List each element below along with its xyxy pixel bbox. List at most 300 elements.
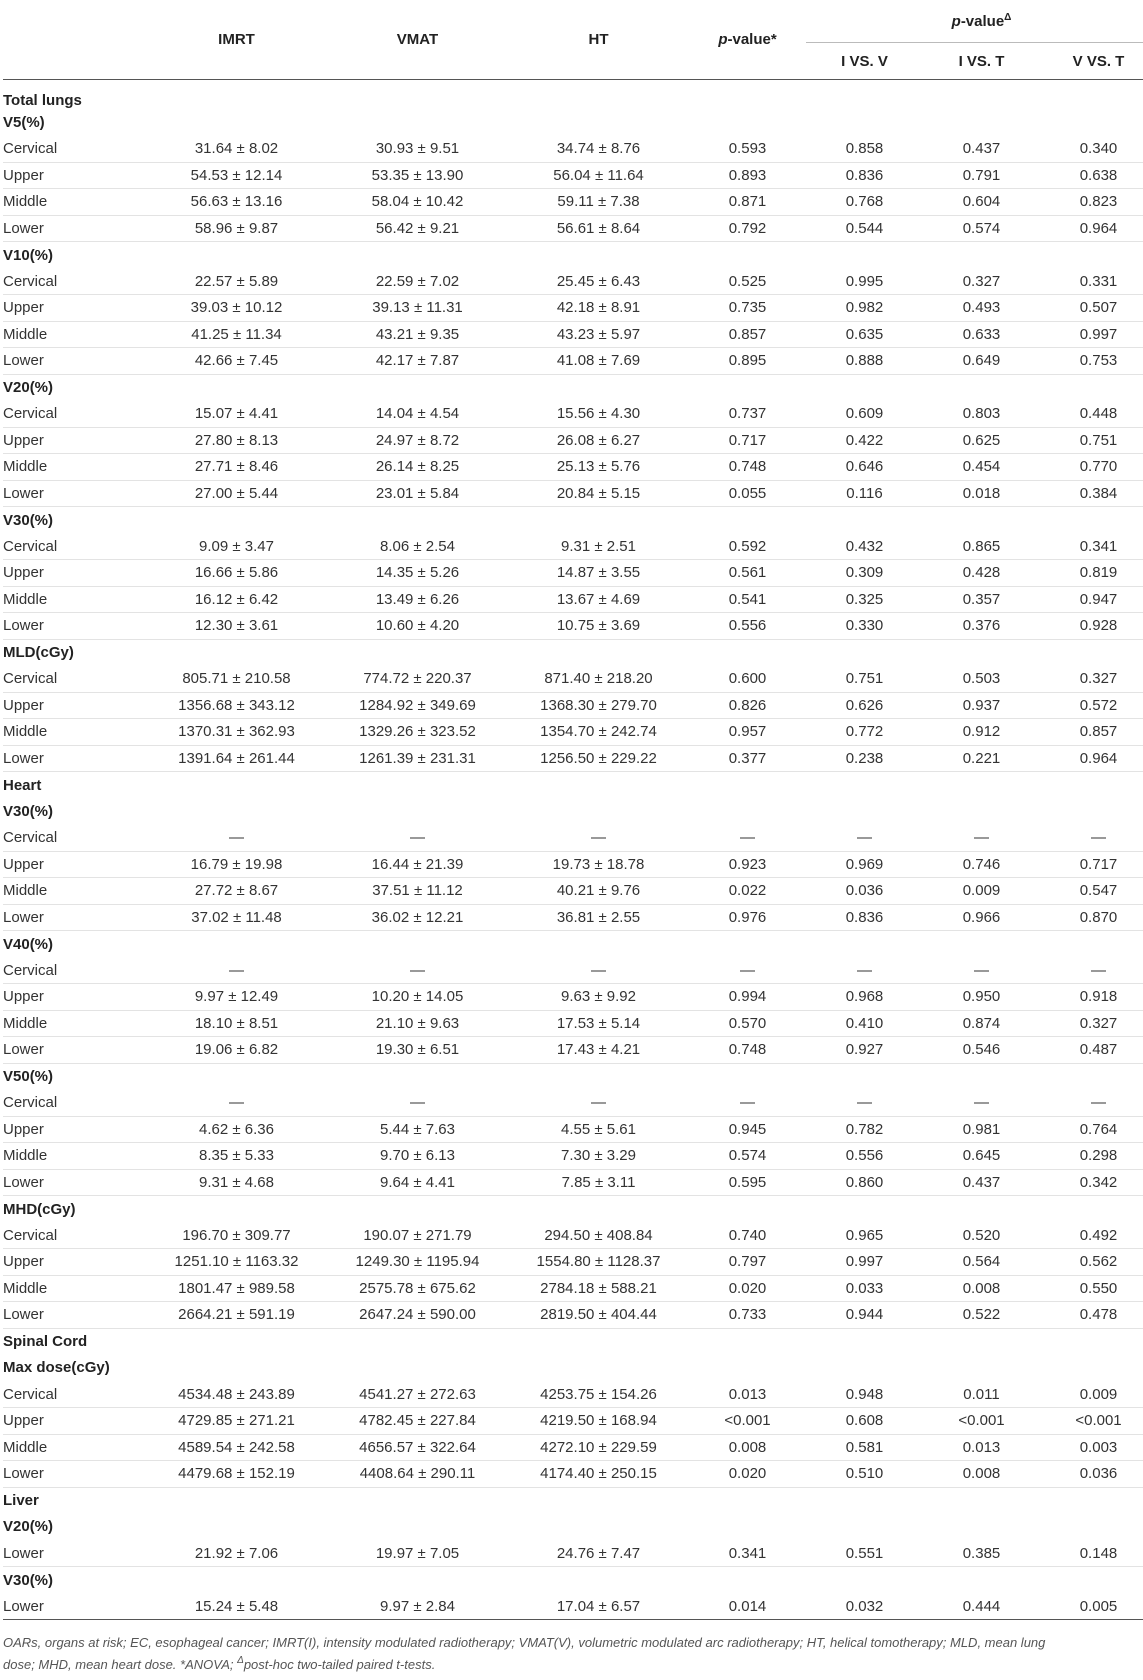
cell-v-vs-t xyxy=(1040,109,1143,136)
cell-ht: 9.63 ± 9.92 xyxy=(508,984,689,1011)
cell-vmat: 5.44 ± 7.63 xyxy=(327,1116,508,1143)
table-row xyxy=(3,719,1143,746)
cell-imrt: 18.10 ± 8.51 xyxy=(146,1010,327,1037)
cell-imrt: 22.57 ± 5.89 xyxy=(146,268,327,295)
cell-ht: 4.55 ± 5.61 xyxy=(508,1116,689,1143)
cell-pvalue-anova: 0.748 xyxy=(689,454,806,481)
cell-imrt: — xyxy=(146,957,327,984)
table-row xyxy=(3,136,1143,163)
cell-v-vs-t: 0.947 xyxy=(1040,586,1143,613)
cell-ht: 4174.40 ± 250.15 xyxy=(508,1461,689,1488)
cell-pvalue-anova: 0.341 xyxy=(689,1540,806,1567)
table-row xyxy=(3,878,1143,905)
cell-i-vs-v: 0.982 xyxy=(806,295,923,322)
row-label: Lower xyxy=(3,480,146,507)
cell-imrt: 1391.64 ± 261.44 xyxy=(146,745,327,772)
cell-i-vs-v xyxy=(806,772,923,799)
cell-i-vs-v: 0.836 xyxy=(806,904,923,931)
cell-v-vs-t: 0.964 xyxy=(1040,745,1143,772)
table-row xyxy=(3,295,1143,322)
cell-vmat: 53.35 ± 13.90 xyxy=(327,162,508,189)
cell-i-vs-v: 0.551 xyxy=(806,1540,923,1567)
cell-i-vs-t xyxy=(923,109,1040,136)
table-row xyxy=(3,666,1143,693)
cell-imrt: 2664.21 ± 591.19 xyxy=(146,1302,327,1329)
cell-i-vs-t xyxy=(923,1328,1040,1355)
cell-pvalue-anova: <0.001 xyxy=(689,1408,806,1435)
cell-v-vs-t: 0.005 xyxy=(1040,1593,1143,1620)
header-pvalue-anova xyxy=(689,0,806,80)
cell-i-vs-t: 0.937 xyxy=(923,692,1040,719)
header-posthoc-suffix: -value xyxy=(960,13,1005,30)
cell-i-vs-v xyxy=(806,242,923,269)
cell-vmat xyxy=(327,80,508,110)
metric-row xyxy=(3,242,1143,269)
row-label: Cervical xyxy=(3,1222,146,1249)
cell-vmat: 19.97 ± 7.05 xyxy=(327,1540,508,1567)
cell-i-vs-v xyxy=(806,1196,923,1223)
table-row xyxy=(3,215,1143,242)
row-label: Middle xyxy=(3,586,146,613)
cell-pvalue-anova: 0.561 xyxy=(689,560,806,587)
cell-v-vs-t: 0.340 xyxy=(1040,136,1143,163)
cell-v-vs-t: 0.717 xyxy=(1040,851,1143,878)
cell-vmat: 30.93 ± 9.51 xyxy=(327,136,508,163)
cell-pvalue-anova: 0.013 xyxy=(689,1381,806,1408)
cell-ht: 13.67 ± 4.69 xyxy=(508,586,689,613)
row-label: Cervical xyxy=(3,1381,146,1408)
cell-v-vs-t: 0.148 xyxy=(1040,1540,1143,1567)
table-row xyxy=(3,1540,1143,1567)
cell-pvalue-anova: 0.740 xyxy=(689,1222,806,1249)
cell-i-vs-t: 0.950 xyxy=(923,984,1040,1011)
cell-vmat: 43.21 ± 9.35 xyxy=(327,321,508,348)
table-row xyxy=(3,1169,1143,1196)
cell-i-vs-v: 0.609 xyxy=(806,401,923,428)
cell-ht: 14.87 ± 3.55 xyxy=(508,560,689,587)
cell-v-vs-t xyxy=(1040,1196,1143,1223)
dose-comparison-table xyxy=(3,0,1143,1620)
cell-imrt xyxy=(146,772,327,799)
cell-i-vs-t xyxy=(923,1355,1040,1382)
cell-pvalue-anova: 0.020 xyxy=(689,1275,806,1302)
cell-i-vs-t: 0.013 xyxy=(923,1434,1040,1461)
cell-pvalue-anova: 0.022 xyxy=(689,878,806,905)
cell-ht: 4219.50 ± 168.94 xyxy=(508,1408,689,1435)
cell-imrt: 1801.47 ± 989.58 xyxy=(146,1275,327,1302)
metric-row xyxy=(3,798,1143,825)
row-label: Upper xyxy=(3,692,146,719)
cell-i-vs-t: — xyxy=(923,1090,1040,1117)
cell-i-vs-t: 0.493 xyxy=(923,295,1040,322)
cell-pvalue-anova: 0.008 xyxy=(689,1434,806,1461)
row-label: Middle xyxy=(3,1434,146,1461)
cell-i-vs-t: 0.981 xyxy=(923,1116,1040,1143)
section-label: Total lungs xyxy=(3,92,82,109)
cell-ht: 4272.10 ± 229.59 xyxy=(508,1434,689,1461)
cell-v-vs-t: 0.342 xyxy=(1040,1169,1143,1196)
cell-ht xyxy=(508,507,689,534)
metric-label: V5(%) xyxy=(3,113,45,131)
cell-pvalue-anova: 0.893 xyxy=(689,162,806,189)
cell-i-vs-v: 0.422 xyxy=(806,427,923,454)
cell-i-vs-t: 0.912 xyxy=(923,719,1040,746)
cell-i-vs-v: 0.330 xyxy=(806,613,923,640)
cell-i-vs-v: 0.309 xyxy=(806,560,923,587)
metric-row xyxy=(3,507,1143,534)
table-row xyxy=(3,1143,1143,1170)
metric-label: V20(%) xyxy=(3,1518,54,1536)
cell-imrt: 4.62 ± 6.36 xyxy=(146,1116,327,1143)
cell-pvalue-anova xyxy=(689,507,806,534)
cell-pvalue-anova: 0.556 xyxy=(689,613,806,640)
header-posthoc-delta: Δ xyxy=(1004,12,1012,23)
cell-i-vs-t: 0.520 xyxy=(923,1222,1040,1249)
cell-v-vs-t: 0.997 xyxy=(1040,321,1143,348)
cell-ht: 24.76 ± 7.47 xyxy=(508,1540,689,1567)
footnote-line-1: OARs, organs at risk; EC, esophageal cancer; IMRT(I), intensity modulated radiotherapy; VMAT(V), volumetric modulated arc radiotherapy; HT, helical tomotherapy; MLD, mean lung xyxy=(3,1635,1046,1650)
cell-v-vs-t: 0.341 xyxy=(1040,533,1143,560)
cell-i-vs-t: 0.221 xyxy=(923,745,1040,772)
cell-imrt: 805.71 ± 210.58 xyxy=(146,666,327,693)
cell-vmat: 8.06 ± 2.54 xyxy=(327,533,508,560)
cell-i-vs-t: 0.574 xyxy=(923,215,1040,242)
cell-v-vs-t: 0.638 xyxy=(1040,162,1143,189)
cell-ht: 25.13 ± 5.76 xyxy=(508,454,689,481)
table-row xyxy=(3,586,1143,613)
cell-ht: 56.04 ± 11.64 xyxy=(508,162,689,189)
cell-i-vs-v: 0.888 xyxy=(806,348,923,375)
section-row xyxy=(3,1487,1143,1514)
cell-imrt: 4534.48 ± 243.89 xyxy=(146,1381,327,1408)
table-row xyxy=(3,1275,1143,1302)
cell-imrt: 9.09 ± 3.47 xyxy=(146,533,327,560)
cell-pvalue-anova xyxy=(689,798,806,825)
cell-pvalue-anova: — xyxy=(689,957,806,984)
table-row xyxy=(3,162,1143,189)
cell-imrt: 4479.68 ± 152.19 xyxy=(146,1461,327,1488)
row-label: Upper xyxy=(3,1249,146,1276)
cell-i-vs-v xyxy=(806,1355,923,1382)
cell-i-vs-v xyxy=(806,1487,923,1514)
cell-pvalue-anova: 0.792 xyxy=(689,215,806,242)
cell-i-vs-v: 0.544 xyxy=(806,215,923,242)
cell-ht: 17.04 ± 6.57 xyxy=(508,1593,689,1620)
section-label: Heart xyxy=(3,776,42,794)
table-row xyxy=(3,984,1143,1011)
cell-ht: — xyxy=(508,957,689,984)
cell-ht: 20.84 ± 5.15 xyxy=(508,480,689,507)
cell-imrt xyxy=(146,1063,327,1090)
cell-ht: 42.18 ± 8.91 xyxy=(508,295,689,322)
cell-v-vs-t xyxy=(1040,931,1143,958)
cell-v-vs-t: 0.036 xyxy=(1040,1461,1143,1488)
cell-v-vs-t: 0.550 xyxy=(1040,1275,1143,1302)
row-label: Upper xyxy=(3,427,146,454)
metric-label: V50(%) xyxy=(3,1068,54,1085)
cell-v-vs-t: 0.448 xyxy=(1040,401,1143,428)
cell-vmat: 1261.39 ± 231.31 xyxy=(327,745,508,772)
header-posthoc-p: p xyxy=(951,13,961,30)
cell-vmat xyxy=(327,772,508,799)
cell-i-vs-v: 0.858 xyxy=(806,136,923,163)
cell-i-vs-t: 0.437 xyxy=(923,1169,1040,1196)
row-label: Cervical xyxy=(3,1090,146,1117)
row-label: Middle xyxy=(3,719,146,746)
cell-i-vs-t: 0.746 xyxy=(923,851,1040,878)
cell-imrt xyxy=(146,80,327,110)
metric-label: V10(%) xyxy=(3,246,54,264)
cell-i-vs-v: 0.995 xyxy=(806,268,923,295)
cell-ht xyxy=(508,1567,689,1594)
cell-vmat: 21.10 ± 9.63 xyxy=(327,1010,508,1037)
cell-ht: 7.30 ± 3.29 xyxy=(508,1143,689,1170)
cell-i-vs-v: 0.927 xyxy=(806,1037,923,1064)
header-ht: HT xyxy=(508,0,689,80)
table-row xyxy=(3,851,1143,878)
row-label: Middle xyxy=(3,1275,146,1302)
cell-pvalue-anova xyxy=(689,242,806,269)
cell-vmat: 42.17 ± 7.87 xyxy=(327,348,508,375)
cell-i-vs-v xyxy=(806,1328,923,1355)
cell-imrt: 39.03 ± 10.12 xyxy=(146,295,327,322)
table-row xyxy=(3,825,1143,852)
cell-i-vs-t: 0.966 xyxy=(923,904,1040,931)
cell-i-vs-v: 0.968 xyxy=(806,984,923,1011)
cell-v-vs-t: 0.331 xyxy=(1040,268,1143,295)
cell-imrt xyxy=(146,109,327,136)
cell-pvalue-anova: 0.871 xyxy=(689,189,806,216)
cell-v-vs-t: <0.001 xyxy=(1040,1408,1143,1435)
cell-v-vs-t xyxy=(1040,1514,1143,1541)
cell-ht: 15.56 ± 4.30 xyxy=(508,401,689,428)
cell-imrt: 9.97 ± 12.49 xyxy=(146,984,327,1011)
cell-vmat xyxy=(327,1355,508,1382)
cell-ht xyxy=(508,798,689,825)
row-label: Cervical xyxy=(3,136,146,163)
cell-imrt: 54.53 ± 12.14 xyxy=(146,162,327,189)
cell-ht: 25.45 ± 6.43 xyxy=(508,268,689,295)
cell-i-vs-t: 0.437 xyxy=(923,136,1040,163)
cell-imrt xyxy=(146,1196,327,1223)
cell-i-vs-t xyxy=(923,1063,1040,1090)
cell-i-vs-t xyxy=(923,1567,1040,1594)
cell-ht xyxy=(508,1487,689,1514)
cell-pvalue-anova: 0.377 xyxy=(689,745,806,772)
row-label: Cervical xyxy=(3,666,146,693)
table-row xyxy=(3,745,1143,772)
cell-vmat: 4656.57 ± 322.64 xyxy=(327,1434,508,1461)
cell-i-vs-v xyxy=(806,374,923,401)
cell-v-vs-t: 0.009 xyxy=(1040,1381,1143,1408)
cell-i-vs-v: — xyxy=(806,1090,923,1117)
cell-i-vs-t xyxy=(923,772,1040,799)
cell-vmat: 10.60 ± 4.20 xyxy=(327,613,508,640)
cell-i-vs-t: — xyxy=(923,825,1040,852)
cell-pvalue-anova xyxy=(689,1514,806,1541)
cell-i-vs-t: 0.522 xyxy=(923,1302,1040,1329)
row-label: Middle xyxy=(3,878,146,905)
cell-i-vs-v: 0.751 xyxy=(806,666,923,693)
cell-pvalue-anova: 0.717 xyxy=(689,427,806,454)
cell-v-vs-t xyxy=(1040,772,1143,799)
cell-v-vs-t xyxy=(1040,1328,1143,1355)
metric-label: MLD(cGy) xyxy=(3,644,74,661)
table-row xyxy=(3,1381,1143,1408)
cell-imrt: 15.07 ± 4.41 xyxy=(146,401,327,428)
table-row xyxy=(3,401,1143,428)
cell-i-vs-v: 0.965 xyxy=(806,1222,923,1249)
row-label: Middle xyxy=(3,321,146,348)
cell-i-vs-v: 0.997 xyxy=(806,1249,923,1276)
cell-imrt: 37.02 ± 11.48 xyxy=(146,904,327,931)
cell-pvalue-anova: 0.797 xyxy=(689,1249,806,1276)
cell-ht xyxy=(508,772,689,799)
cell-v-vs-t: 0.764 xyxy=(1040,1116,1143,1143)
metric-label: V40(%) xyxy=(3,935,54,953)
cell-pvalue-anova xyxy=(689,639,806,666)
cell-pvalue-anova: 0.923 xyxy=(689,851,806,878)
cell-ht xyxy=(508,1514,689,1541)
metric-row xyxy=(3,1196,1143,1223)
cell-v-vs-t: 0.487 xyxy=(1040,1037,1143,1064)
cell-vmat: 9.97 ± 2.84 xyxy=(327,1593,508,1620)
cell-pvalue-anova: 0.994 xyxy=(689,984,806,1011)
metric-row xyxy=(3,109,1143,136)
row-label: Upper xyxy=(3,295,146,322)
cell-vmat: 774.72 ± 220.37 xyxy=(327,666,508,693)
cell-pvalue-anova: 0.020 xyxy=(689,1461,806,1488)
header-v-vs-t: V VS. T xyxy=(1040,43,1143,80)
cell-ht: 294.50 ± 408.84 xyxy=(508,1222,689,1249)
cell-v-vs-t: 0.492 xyxy=(1040,1222,1143,1249)
cell-imrt: 56.63 ± 13.16 xyxy=(146,189,327,216)
cell-v-vs-t: 0.327 xyxy=(1040,666,1143,693)
cell-i-vs-v: 0.948 xyxy=(806,1381,923,1408)
row-label: Cervical xyxy=(3,825,146,852)
row-label: Upper xyxy=(3,984,146,1011)
cell-imrt: 27.00 ± 5.44 xyxy=(146,480,327,507)
table-row xyxy=(3,904,1143,931)
cell-imrt xyxy=(146,798,327,825)
cell-pvalue-anova: 0.945 xyxy=(689,1116,806,1143)
cell-v-vs-t: — xyxy=(1040,825,1143,852)
cell-v-vs-t xyxy=(1040,798,1143,825)
cell-i-vs-v: 0.510 xyxy=(806,1461,923,1488)
row-label: Lower xyxy=(3,1593,146,1620)
row-label: Cervical xyxy=(3,957,146,984)
cell-i-vs-v: — xyxy=(806,957,923,984)
cell-pvalue-anova: 0.735 xyxy=(689,295,806,322)
cell-ht xyxy=(508,109,689,136)
table-row xyxy=(3,1249,1143,1276)
metric-row xyxy=(3,1567,1143,1594)
cell-i-vs-t: 0.018 xyxy=(923,480,1040,507)
cell-pvalue-anova: 0.748 xyxy=(689,1037,806,1064)
cell-pvalue-anova: 0.957 xyxy=(689,719,806,746)
table-row xyxy=(3,454,1143,481)
row-label: Upper xyxy=(3,1408,146,1435)
cell-vmat: 23.01 ± 5.84 xyxy=(327,480,508,507)
row-label: Lower xyxy=(3,348,146,375)
cell-vmat: 1284.92 ± 349.69 xyxy=(327,692,508,719)
cell-imrt: 1356.68 ± 343.12 xyxy=(146,692,327,719)
cell-vmat xyxy=(327,507,508,534)
cell-vmat: 16.44 ± 21.39 xyxy=(327,851,508,878)
cell-i-vs-v xyxy=(806,1514,923,1541)
cell-i-vs-t xyxy=(923,639,1040,666)
cell-v-vs-t: 0.298 xyxy=(1040,1143,1143,1170)
cell-imrt: 27.80 ± 8.13 xyxy=(146,427,327,454)
cell-pvalue-anova: 0.733 xyxy=(689,1302,806,1329)
cell-i-vs-t: 0.357 xyxy=(923,586,1040,613)
cell-i-vs-v: 0.646 xyxy=(806,454,923,481)
cell-i-vs-t xyxy=(923,1514,1040,1541)
header-pvalue-p: p xyxy=(718,31,728,48)
cell-v-vs-t xyxy=(1040,242,1143,269)
table-row xyxy=(3,348,1143,375)
cell-imrt: 21.92 ± 7.06 xyxy=(146,1540,327,1567)
row-label: Middle xyxy=(3,1010,146,1037)
metric-row xyxy=(3,1063,1143,1090)
cell-vmat: 22.59 ± 7.02 xyxy=(327,268,508,295)
cell-i-vs-t: 0.649 xyxy=(923,348,1040,375)
cell-pvalue-anova: 0.857 xyxy=(689,321,806,348)
row-label: Upper xyxy=(3,560,146,587)
cell-i-vs-v: 0.325 xyxy=(806,586,923,613)
cell-v-vs-t: 0.572 xyxy=(1040,692,1143,719)
cell-i-vs-v xyxy=(806,1567,923,1594)
cell-ht xyxy=(508,374,689,401)
cell-vmat: 14.35 ± 5.26 xyxy=(327,560,508,587)
cell-i-vs-v: 0.116 xyxy=(806,480,923,507)
cell-ht xyxy=(508,242,689,269)
cell-pvalue-anova xyxy=(689,1063,806,1090)
cell-ht: 36.81 ± 2.55 xyxy=(508,904,689,931)
cell-pvalue-anova xyxy=(689,772,806,799)
cell-v-vs-t: 0.823 xyxy=(1040,189,1143,216)
cell-v-vs-t xyxy=(1040,1355,1143,1382)
cell-imrt xyxy=(146,374,327,401)
cell-vmat xyxy=(327,374,508,401)
cell-imrt xyxy=(146,1567,327,1594)
cell-i-vs-v: 0.036 xyxy=(806,878,923,905)
cell-ht: 1368.30 ± 279.70 xyxy=(508,692,689,719)
table-header xyxy=(3,0,1143,80)
cell-vmat: — xyxy=(327,1090,508,1117)
cell-ht xyxy=(508,931,689,958)
cell-vmat xyxy=(327,1514,508,1541)
header-pvalue-posthoc xyxy=(806,0,1143,43)
row-label: Cervical xyxy=(3,401,146,428)
cell-imrt xyxy=(146,931,327,958)
row-label: Lower xyxy=(3,904,146,931)
cell-v-vs-t xyxy=(1040,1567,1143,1594)
cell-vmat: — xyxy=(327,825,508,852)
row-label: Upper xyxy=(3,851,146,878)
cell-i-vs-v: — xyxy=(806,825,923,852)
footnote-line-2b: post-hoc two-tailed paired t-tests. xyxy=(243,1657,436,1672)
cell-imrt: 27.72 ± 8.67 xyxy=(146,878,327,905)
cell-vmat: — xyxy=(327,957,508,984)
footnote-line-2 xyxy=(3,1652,1133,1674)
table-row xyxy=(3,533,1143,560)
metric-label: MHD(cGy) xyxy=(3,1200,76,1218)
cell-i-vs-t: 0.008 xyxy=(923,1461,1040,1488)
cell-imrt xyxy=(146,507,327,534)
row-label: Lower xyxy=(3,1169,146,1196)
cell-vmat: 14.04 ± 4.54 xyxy=(327,401,508,428)
